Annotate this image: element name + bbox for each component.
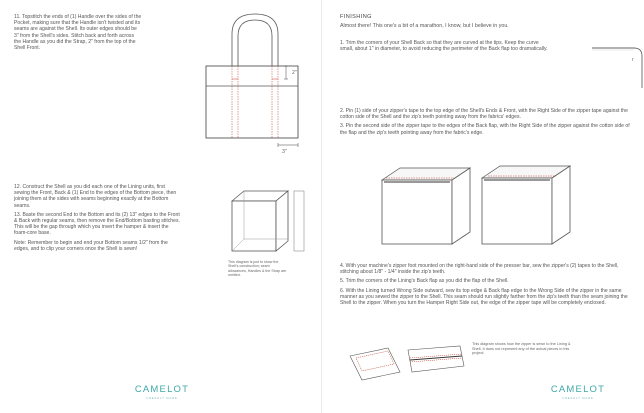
finishing-step-1 [340, 40, 550, 55]
measure-3-inch: 3" [282, 149, 287, 155]
finishing-steps-2-3 [340, 108, 632, 139]
finishing-heading: FINISHING [340, 14, 372, 20]
corner-radius-label: r [632, 57, 634, 63]
intro-paragraph: Almost there! This one's a bit of a marathon, I know, but I believe in you. [340, 23, 509, 29]
step-6-paragraph: 6. With the Lining turned Wrong Side outward, sew its top edge & Back flap edge to the Wrong Side of the zipper in the same manner as you sewed the zipper to the Shell. This seam should run slightly farther from the zip's teeth than the seam joining the Shell to the zipper. When you turn the Hamper Right Side out, the edge of the zipper tape will be completely enclosed. [340, 287, 628, 307]
shell-construction-diagram [228, 187, 308, 257]
finishing-intro [340, 23, 600, 32]
step-1-paragraph: 1. Trim the corners of your Shell Back so that they are curved at the tips. Keep the curve small, about 1" in diameter, to avoid reducing the perimeter of the Back flap too dramatically. [340, 40, 548, 53]
step-2-paragraph: 2. Pin (1) side of your zipper's tape to the top edge of the Shell's Ends & Front, with the Right Side of the zipper tape against the cotton side of the Shell and the zip's teeth pointing away from the fabrics' edges. [340, 108, 628, 121]
shell-diagram-caption: This diagram is just to show the Shell's construction; seam allowances, Handles & the Strap are omitted. [228, 260, 287, 278]
finishing-steps-4-6 [340, 263, 632, 309]
logo-brand-left: CAMELOT [134, 384, 190, 395]
camelot-logo-left [122, 384, 202, 400]
zipper-sewing-diagram [348, 342, 468, 382]
camelot-logo-right [538, 384, 618, 400]
right-page [322, 0, 644, 413]
step-11-text [14, 14, 142, 54]
logo-tagline-right: FRESHLY MADE [562, 396, 594, 400]
step-11-paragraph: 11. Topstitch the ends of (1) Handle over the sides of the Pocket, making sure that the Handle isn't twisted and its seams are against the Shell. Its outer edges should be 3" from the Shell's sides. Stitch back and forth across the Handle as you did the Strap, 2" from the top of the Shell Front. [14, 14, 142, 52]
step-4-paragraph: 4. With your machine's zipper foot mounted on the right-hand side of the presser bar, sew the zipper's (2) tapes to the Shell, stitching about 1/8" - 1/4" inside the zip's teeth. [340, 263, 619, 276]
step-5-paragraph: 5. Trim the corners of the Lining's Back flap as you did the flap of the Shell. [340, 278, 509, 285]
step-12-paragraph: 12. Construct the Shell as you did each one of the Lining units, first sewing the Front, Back & (1) End to the edges of the Bottom piece, then joining them at the sides with seams beginning exactly at the Bottom seams. [14, 184, 177, 209]
step-12-13-text [14, 184, 182, 255]
tote-handle-diagram [200, 8, 300, 158]
zipper-pinning-diagram [378, 162, 578, 250]
zipper-diagram-caption: This diagram shows how the zipper is sewn to the Lining & Shell. It does not represent any of the actual pieces in this project. [472, 342, 571, 356]
step-3-paragraph: 3. Pin the second side of the zipper tape to the edges of the Back flap, with the Right Side of the zipper against the cotton side of the flap and the zip's teeth pointing away from the fabric's edge. [340, 123, 630, 136]
logo-brand-right: CAMELOT [550, 384, 606, 395]
note-paragraph: Note: Remember to begin and end your Bottom seams 1/2" from the edges, and to clip your corners once the Shell is sewn! [14, 239, 168, 252]
curved-corner-diagram [592, 44, 644, 88]
measure-2-inch: 2" [292, 70, 297, 76]
logo-tagline-left: FRESHLY MADE [146, 396, 178, 400]
step-13-paragraph: 13. Baste the second End to the Bottom and its (2) 13" edges to the Front & Back with regular seams, then remove the End/Bottom basting stitches. This will be the gap through which you invert the hamper & insert the foam-core base. [14, 211, 180, 237]
